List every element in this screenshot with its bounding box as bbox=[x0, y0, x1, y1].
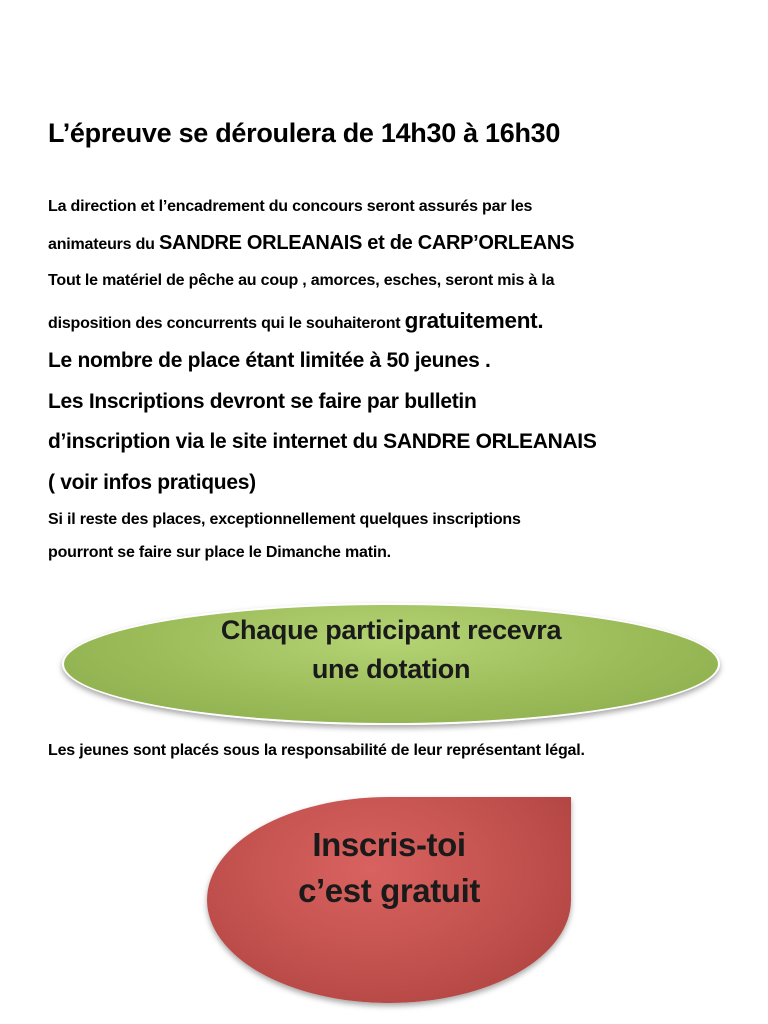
paragraph-line-1: La direction et l’encadrement du concours seront assurés par les bbox=[48, 198, 533, 215]
green-oval-line-2: une dotation bbox=[311, 654, 471, 684]
red-teardrop-text bbox=[207, 822, 571, 914]
red-teardrop-line-1: Inscris-toi bbox=[312, 826, 466, 863]
responsibility-note: Les jeunes sont placés sous la responsabilité de leur représentant légal. bbox=[48, 742, 585, 759]
paragraph-line-2 bbox=[48, 232, 574, 255]
green-oval-text bbox=[62, 611, 720, 689]
paragraph-line-9: Si il reste des places, exceptionnellement quelques inscriptions bbox=[48, 511, 521, 528]
paragraph-line-8: ( voir infos pratiques) bbox=[48, 471, 256, 494]
event-time-heading: L’épreuve se déroulera de 14h30 à 16h30 bbox=[48, 118, 561, 148]
paragraph-line-2-text: animateurs du bbox=[48, 236, 160, 253]
paragraph-line-4-text: disposition des concurrents qui le souhaiteront bbox=[48, 315, 405, 332]
free-emphasis: gratuitement. bbox=[404, 308, 544, 333]
organizers-names: SANDRE ORLEANAIS et de CARP’ORLEANS bbox=[159, 232, 575, 254]
paragraph-line-5: Le nombre de place étant limitée à 50 jeunes . bbox=[48, 349, 491, 372]
paragraph-line-7: d’inscription via le site internet du SANDRE ORLEANAIS bbox=[48, 430, 597, 453]
paragraph-line-3: Tout le matériel de pêche au coup , amorces, esches, seront mis à la bbox=[48, 272, 555, 289]
paragraph-line-4 bbox=[48, 308, 543, 334]
red-teardrop-line-2: c’est gratuit bbox=[298, 872, 480, 909]
paragraph-line-10: pourront se faire sur place le Dimanche matin. bbox=[48, 544, 391, 561]
green-oval-line-1: Chaque participant recevra bbox=[220, 615, 562, 645]
paragraph-line-6: Les Inscriptions devront se faire par bulletin bbox=[48, 390, 477, 413]
